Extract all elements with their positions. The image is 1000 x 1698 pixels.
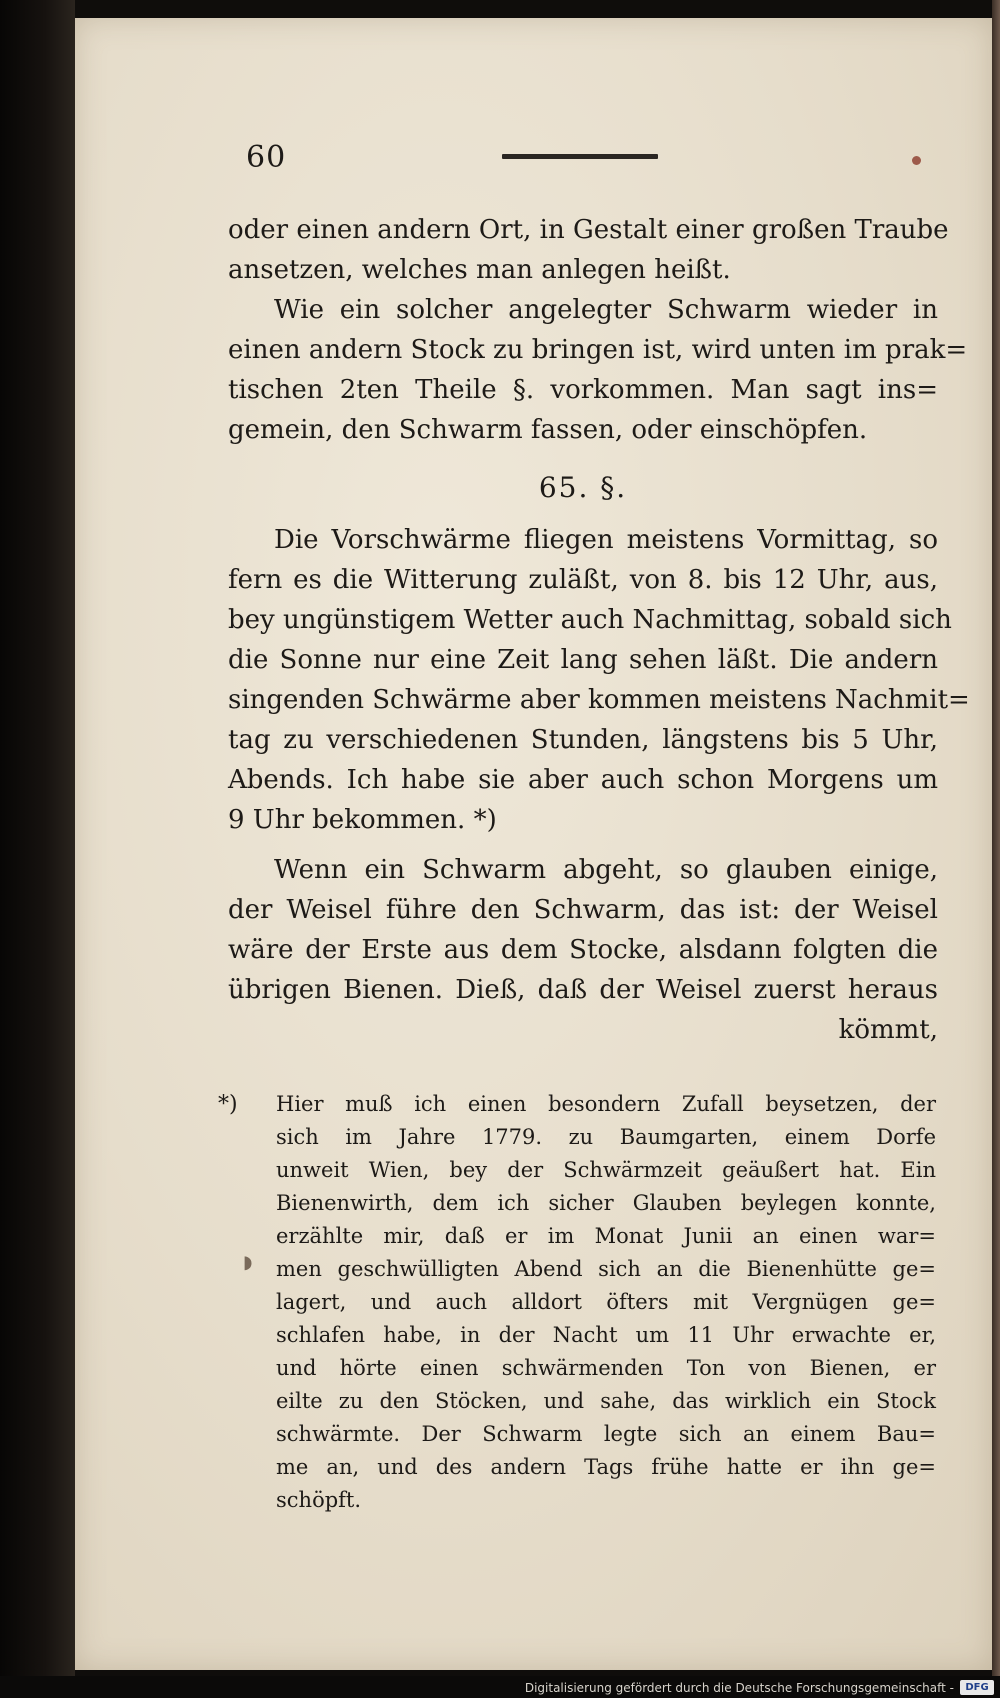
footnote-line: eilte zu den Stöcken, und sahe, das wirklich ein Stock (276, 1389, 936, 1413)
marginal-stain: ◗ (243, 1252, 253, 1273)
book-spine-shadow (0, 0, 75, 1698)
footnote-line: Hier muß ich einen besondern Zufall beysetzen, der (276, 1092, 936, 1116)
text-line: tag zu verschiedenen Stunden, längstens bis 5 Uhr, (228, 725, 938, 755)
main-text (228, 210, 970, 1050)
text-line: die Sonne nur eine Zeit lang sehen läßt. Die andern (228, 645, 938, 675)
footnote-line: schwärmte. Der Schwarm legte sich an einem Bau= (276, 1422, 936, 1446)
digitization-footer (0, 1676, 1000, 1698)
text-line: oder einen andern Ort, in Gestalt einer großen Traube (228, 215, 949, 245)
header-ornament-rule (502, 154, 658, 159)
footnote-line: erzählte mir, daß er im Monat Junii an einen war= (276, 1224, 936, 1248)
text-line: einen andern Stock zu bringen ist, wird unten im prak= (228, 335, 968, 365)
text-line: tischen 2ten Theile §. vorkommen. Man sagt ins= (228, 375, 938, 405)
text-line: der Weisel führe den Schwarm, das ist: der Weisel (228, 895, 938, 925)
text-line: gemein, den Schwarm fassen, oder einschöpfen. (228, 415, 868, 445)
paragraph-1 (228, 210, 949, 290)
digitization-credit: Digitalisierung gefördert durch die Deutsche Forschungsgemeinschaft - (524, 1681, 954, 1695)
text-line: Die Vorschwärme fliegen meistens Vormittag, so (274, 525, 938, 555)
footnote-line: schlafen habe, in der Nacht um 11 Uhr erwachte er, (276, 1323, 936, 1347)
ink-spot (912, 156, 921, 165)
footnote-line: sich im Jahre 1779. zu Baumgarten, einem Dorfe (276, 1125, 936, 1149)
text-line: bey ungünstigem Wetter auch Nachmittag, sobald sich (228, 605, 952, 635)
page-edge (992, 0, 1000, 1698)
text-line: Wie ein solcher angelegter Schwarm wieder in (274, 295, 938, 325)
text-line: Abends. Ich habe sie aber auch schon Morgens um (228, 765, 938, 795)
page-number: 60 (246, 140, 287, 175)
footnote-line: unweit Wien, bey der Schwärmzeit geäußert hat. Ein (276, 1158, 936, 1182)
footnote-line: me an, und des andern Tags frühe hatte er ihn ge= (276, 1455, 936, 1479)
text-line: ansetzen, welches man anlegen heißt. (228, 255, 731, 285)
section-heading: 65. §. (538, 471, 628, 504)
footnote-line: schöpft. (276, 1488, 362, 1512)
catchword: kömmt, (838, 1015, 938, 1045)
paragraph-4 (228, 850, 938, 1050)
text-line: übrigen Bienen. Dieß, daß der Weisel zuerst heraus (228, 975, 938, 1005)
paragraph-2 (228, 290, 968, 450)
footnote-line: lagert, und auch alldort öfters mit Vergnügen ge= (276, 1290, 936, 1314)
paragraph-gap (228, 840, 938, 850)
text-line: Wenn ein Schwarm abgeht, so glauben einige, (274, 855, 938, 885)
text-line: fern es die Witterung zuläßt, von 8. bis 12 Uhr, aus, (228, 565, 938, 595)
footnote-line: Bienenwirth, dem ich sicher Glauben beylegen konnte, (276, 1191, 936, 1215)
footnote (218, 1088, 936, 1517)
paragraph-3 (228, 520, 970, 840)
text-line: 9 Uhr bekommen. *) (228, 805, 497, 835)
text-line: wäre der Erste aus dem Stocke, alsdann folgten die (228, 935, 938, 965)
footnote-marker: *) (218, 1092, 238, 1117)
text-line: singenden Schwärme aber kommen meistens Nachmit= (228, 685, 970, 715)
dfg-logo: DFG (960, 1680, 994, 1695)
page-header (170, 140, 930, 180)
footnote-line: men geschwülligten Abend sich an die Bienenhütte ge= (276, 1257, 936, 1281)
footnote-line: und hörte einen schwärmenden Ton von Bienen, er (276, 1356, 936, 1380)
